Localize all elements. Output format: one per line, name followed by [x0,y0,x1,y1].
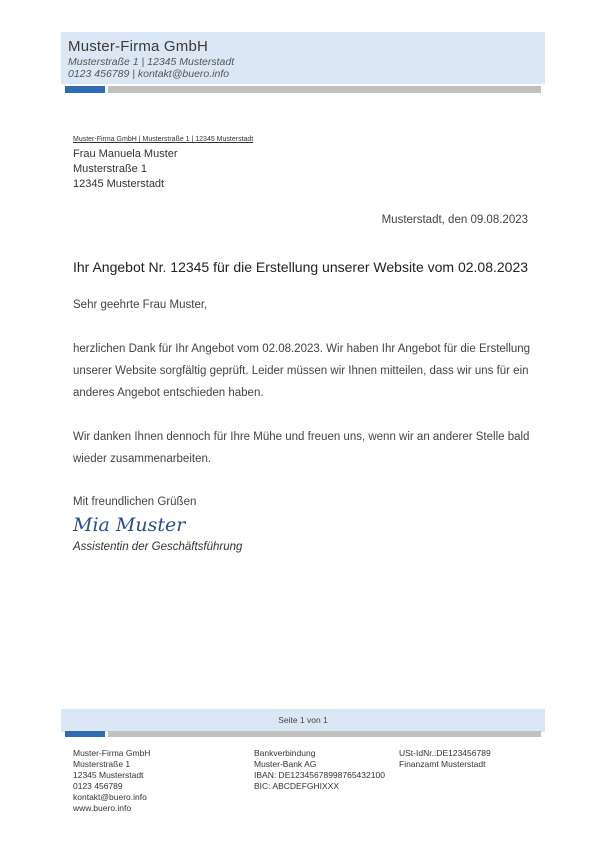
salutation: Sehr geehrte Frau Muster, [73,299,208,311]
footer-iban: IBAN: DE12345678998765432100 [254,770,385,780]
header-divider-bar [108,86,541,93]
footer-email: kontakt@buero.info [73,792,147,802]
footer-company-name: Muster-Firma GmbH [73,748,151,758]
subject-line: Ihr Angebot Nr. 12345 für die Erstellung unserer Website vom 02.08.2023 [73,259,529,275]
footer-bic: BIC: ABCDEFGHIXXX [254,781,340,791]
body-paragraph-2: Wir danken Ihnen dennoch für Ihre Mühe und freuen uns, wenn wir an anderer Stelle bald wieder zusammenarbeiten. [73,431,530,465]
footer-bank-info [254,748,385,792]
footer-street: Musterstraße 1 [73,759,131,769]
footer-vat-id: USt-IdNr.:DE123456789 [399,748,491,758]
recipient-name: Frau Manuela Muster [73,148,178,160]
body-paragraph-1: herzlichen Dank für Ihr Angebot vom 02.08.2023. Wir haben Ihr Angebot für die Erstellung unserer Website sorgfältig geprüft. Leider müssen wir Ihnen mitteilen, dass wir uns für ein anderes Angebot entschieden haben. [73,343,531,399]
footer-tax-office: Finanzamt Musterstadt [399,759,486,769]
footer-bank-heading: Bankverbindung [254,748,316,758]
closing-phrase: Mit freundlichen Grüßen [73,496,197,508]
footer-website: www.buero.info [73,803,132,813]
recipient-city: 12345 Musterstadt [73,178,165,190]
header-address: Musterstraße 1 | 12345 Musterstadt [68,56,235,68]
company-name: Muster-Firma GmbH [68,38,209,55]
header-contact: 0123 456789 | kontakt@buero.info [68,68,230,80]
footer-tax-info [399,748,491,770]
page-number: Seite 1 von 1 [278,715,328,725]
footer-accent-bar [65,731,105,737]
recipient-street: Musterstraße 1 [73,163,147,175]
sender-return-line: Muster-Firma GmbH | Musterstraße 1 | 12345 Musterstadt [73,136,254,143]
footer-company-info [73,748,150,814]
date-line: Musterstadt, den 09.08.2023 [381,214,528,226]
footer-phone: 0123 456789 [73,781,123,791]
footer-bank-name: Muster-Bank AG [254,759,317,769]
header-accent-bar [65,86,105,93]
signature: Mia Muster [73,514,186,536]
footer-city: 12345 Musterstadt [73,770,144,780]
footer-divider-bar [108,731,541,737]
signer-title: Assistentin der Geschäftsführung [73,541,243,553]
